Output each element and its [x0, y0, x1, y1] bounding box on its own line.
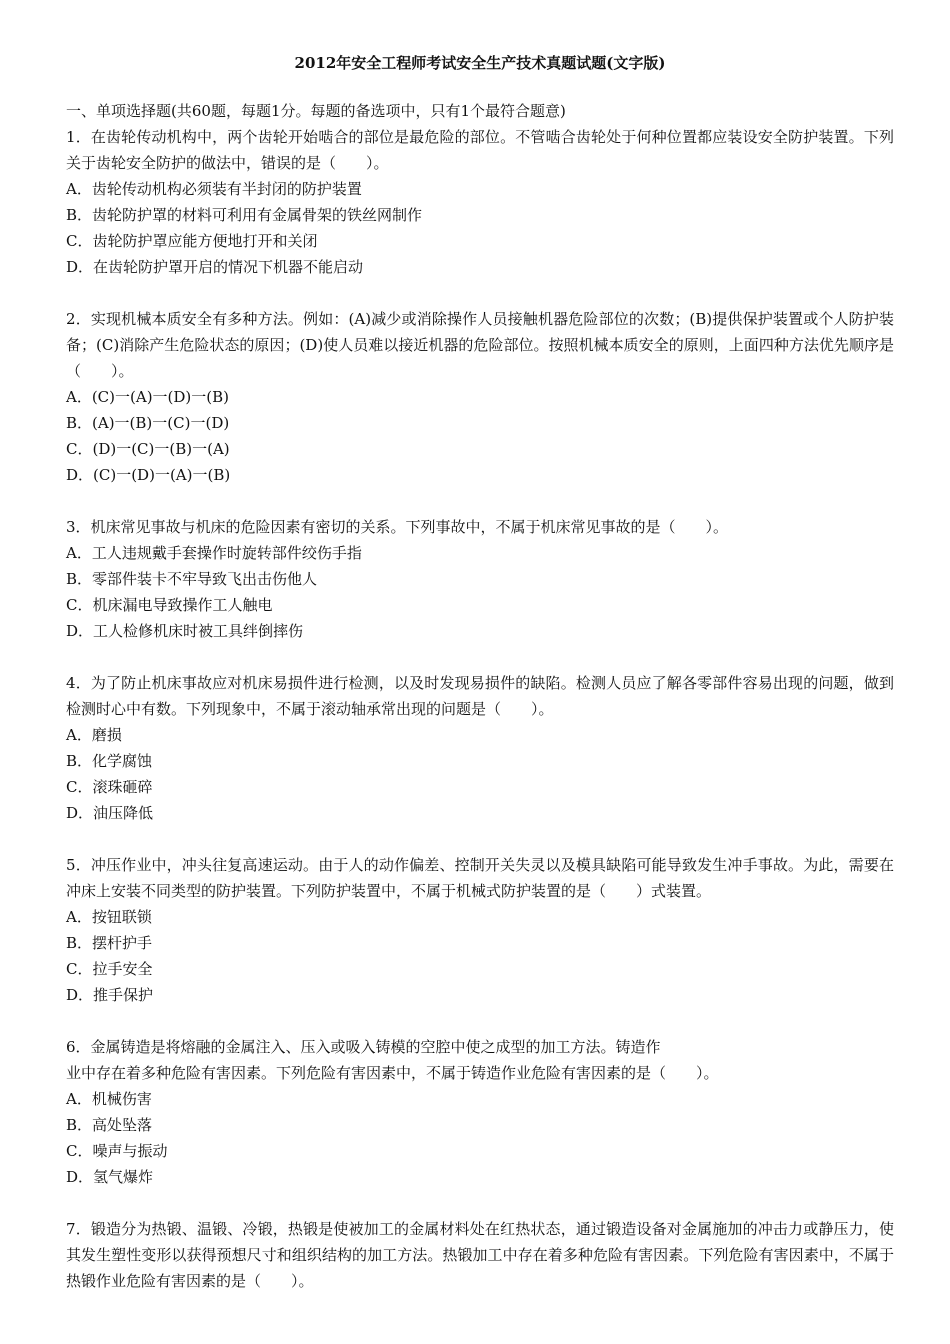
question-spacer: [66, 1008, 894, 1034]
question-2-option-b: B．(A)一(B)一(C)一(D): [66, 414, 230, 432]
question-1-stem: 1．在齿轮传动机构中，两个齿轮开始啮合的部位是最危险的部位。不管啮合齿轮处于何种位置都应装设安全防护装置。下列关于齿轮安全防护的做法中，错误的是（ ）。: [66, 128, 894, 172]
question-3: [66, 514, 894, 644]
question-6: [66, 1034, 894, 1190]
question-3-stem: 3．机床常见事故与机床的危险因素有密切的关系。下列事故中，不属于机床常见事故的是（ ）。: [66, 518, 729, 536]
question-4-stem: 4．为了防止机床事故应对机床易损件进行检测，以及时发现易损件的缺陷。检测人员应了解各零部件容易出现的问题，做到检测时心中有数。下列现象中，不属于滚动轴承常出现的问题是（ ）。: [66, 674, 894, 718]
question-5-option-c: C．拉手安全: [66, 960, 153, 978]
question-2-option-d: D．(C)一(D)一(A)一(B): [66, 466, 231, 484]
document-title: 2012年安全工程师考试安全生产技术真题试题(文字版): [294, 54, 666, 72]
question-6-option-d: D．氢气爆炸: [66, 1168, 154, 1186]
question-spacer: [66, 1190, 894, 1216]
question-1-option-a: A．齿轮传动机构必须装有半封闭的防护装置: [66, 180, 362, 198]
question-6-option-b: B．高处坠落: [66, 1116, 153, 1134]
question-5-option-d: D．推手保护: [66, 986, 154, 1004]
question-5: [66, 852, 894, 1008]
question-1: [66, 124, 894, 280]
question-5-option-a: A．按钮联锁: [66, 908, 152, 926]
question-4: [66, 670, 894, 826]
question-4-option-a: A．磨损: [66, 726, 122, 744]
question-3-option-c: C．机床漏电导致操作工人触电: [66, 596, 273, 614]
question-1-option-b: B．齿轮防护罩的材料可利用有金属骨架的铁丝网制作: [66, 206, 423, 224]
question-4-option-c: C．滚珠砸碎: [66, 778, 153, 796]
question-2: [66, 306, 894, 488]
question-2-stem: 2．实现机械本质安全有多种方法。例如：(A)减少或消除操作人员接触机器危险部位的次数；(B)提供保护装置或个人防护装备；(C)消除产生危险状态的原因；(D)使人员难以接近机器的危险部位。按照机械本质安全的原则，上面四种方法优先顺序是（ ）。: [66, 310, 894, 380]
question-5-option-b: B．摆杆护手: [66, 934, 153, 952]
question-spacer: [66, 280, 894, 306]
question-1-option-c: C．齿轮防护罩应能方便地打开和关闭: [66, 232, 318, 250]
question-6-option-c: C．噪声与振动: [66, 1142, 168, 1160]
question-6-stem-line-2: 业中存在着多种危险有害因素。下列危险有害因素中，不属于铸造作业危险有害因素的是（ ）。: [66, 1064, 719, 1082]
question-3-option-b: B．零部件装卡不牢导致飞出击伤他人: [66, 570, 318, 588]
question-3-option-a: A．工人违规戴手套操作时旋转部件绞伤手指: [66, 544, 362, 562]
question-4-option-b: B．化学腐蚀: [66, 752, 153, 770]
question-spacer: [66, 644, 894, 670]
question-5-stem: 5．冲压作业中，冲头往复高速运动。由于人的动作偏差、控制开关失灵以及模具缺陷可能导致发生冲手事故。为此，需要在冲床上安装不同类型的防护装置。下列防护装置中，不属于机械式防护装置的是（ ）式装置。: [66, 856, 894, 900]
question-spacer: [66, 488, 894, 514]
question-1-option-d: D．在齿轮防护罩开启的情况下机器不能启动: [66, 258, 364, 276]
question-2-option-a: A．(C)一(A)一(D)一(B): [66, 388, 230, 406]
question-7-stem: 7．锻造分为热锻、温锻、冷锻，热锻是使被加工的金属材料处在红热状态，通过锻造设备对金属施加的冲击力或静压力，使其发生塑性变形以获得预想尺寸和组织结构的加工方法。热锻加工中存在着多种危险有害因素。下列危险有害因素中，不属于热锻作业危险有害因素的是（ ）。: [66, 1220, 894, 1290]
question-6-stem-line-1: 6．金属铸造是将熔融的金属注入、压入或吸入铸模的空腔中使之成型的加工方法。铸造作: [66, 1038, 661, 1056]
section-heading: 一、单项选择题(共60题，每题1分。每题的备选项中，只有1个最符合题意): [66, 102, 566, 120]
question-7: [66, 1216, 894, 1294]
question-2-option-c: C．(D)一(C)一(B)一(A): [66, 440, 230, 458]
question-spacer: [66, 826, 894, 852]
question-4-option-d: D．油压降低: [66, 804, 154, 822]
question-3-option-d: D．工人检修机床时被工具绊倒摔伤: [66, 622, 304, 640]
question-6-option-a: A．机械伤害: [66, 1090, 152, 1108]
